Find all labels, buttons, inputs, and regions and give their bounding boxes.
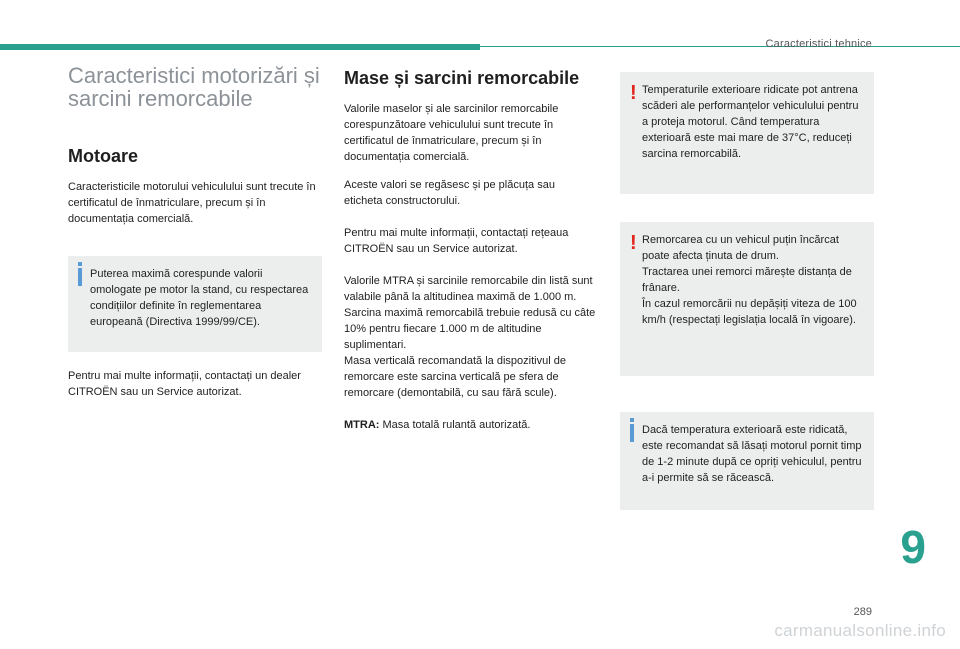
header-accent-bar [0, 44, 480, 50]
warning-box-temperature-text: Temperaturile exterioare ridicate pot antrena scăderi ale performanțelor vehiculului pentru a proteja motorul. Când temperatura exterioară este mai mare de 37°C, reduceți sarcina remorcabilă. [642, 84, 859, 160]
warning-towing-line-2: Tractarea unei remorci mărește distanța de frânare. [642, 266, 852, 294]
info-icon [630, 424, 634, 442]
section-title-mase: Mase și sarcini remorcabile [344, 68, 580, 88]
info-box-power [68, 256, 322, 352]
column-middle [344, 64, 596, 433]
page-number: 289 [853, 606, 872, 618]
mase-paragraph-4b: Masa verticală recomandată la dispozitivul de remorcare este sarcina verticală pe sfera de remorcare (demontabilă, cu sau fără scule). [344, 355, 566, 399]
info-box-cooling-text: Dacă temperatura exterioară este ridicată, este recomandat să lăsați motorul pornit timp de 1-2 minute după ce opriți vehiculul, pentru a-i permite să se răcească. [642, 424, 862, 484]
running-title: Caracteristici tehnice [765, 38, 872, 50]
warning-icon: ! [630, 82, 637, 104]
mase-paragraph-1: Valorile maselor și ale sarcinilor remorcabile corespunzătoare vehiculului sunt trecute în certificatul de înmatriculare, precum și în documentația comercială. [344, 103, 559, 163]
info-box-cooling [620, 412, 874, 510]
info-icon [78, 268, 82, 286]
warning-box-temperature [620, 72, 874, 194]
mase-paragraph-2: Aceste valori se regăsesc și pe plăcuța sau eticheta constructorului. [344, 179, 555, 207]
watermark: carmanualsonline.info [774, 621, 946, 640]
page-title: Caracteristici motorizări și sarcini remorcabile [68, 63, 320, 111]
mase-paragraph-3: Pentru mai multe informații, contactați rețeaua CITROËN sau un Service autorizat. [344, 227, 569, 255]
mtra-label: MTRA: [344, 419, 380, 431]
motoare-paragraph: Caracteristicile motorului vehiculului sunt trecute în certificatul de înmatriculare, precum și în documentația comercială. [68, 181, 316, 225]
info-box-power-text: Puterea maximă corespunde valorii omologate pe motor la stand, cu respectarea condițiilor definite în reglementarea europeană (Directiva 1999/99/CE). [90, 268, 309, 328]
mtra-definition: Masa totală rulantă autorizată. [379, 419, 531, 431]
warning-icon: ! [630, 232, 637, 254]
warning-box-towing [620, 222, 874, 376]
column-left [68, 64, 324, 227]
section-title-motoare: Motoare [68, 146, 139, 166]
chapter-number: 9 [900, 521, 926, 573]
dealer-paragraph: Pentru mai multe informații, contactați un dealer CITROËN sau un Service autorizat. [68, 370, 301, 398]
warning-towing-line-1: Remorcarea cu un vehicul puțin încărcat poate afecta ținuta de drum. [642, 234, 839, 262]
mase-paragraph-4a: Valorile MTRA și sarcinile remorcabile din listă sunt valabile până la altitudinea maximă de 1.000 m. Sarcina maximă remorcabilă trebuie redusă cu câte 10% pentru fiecare 1.000 m de altitudine suplimentari. [344, 275, 596, 351]
warning-towing-line-3: În cazul remorcării nu depășiți viteza de 100 km/h (respectați legislația locală în vigoare). [642, 298, 857, 326]
header-rule [480, 46, 960, 47]
